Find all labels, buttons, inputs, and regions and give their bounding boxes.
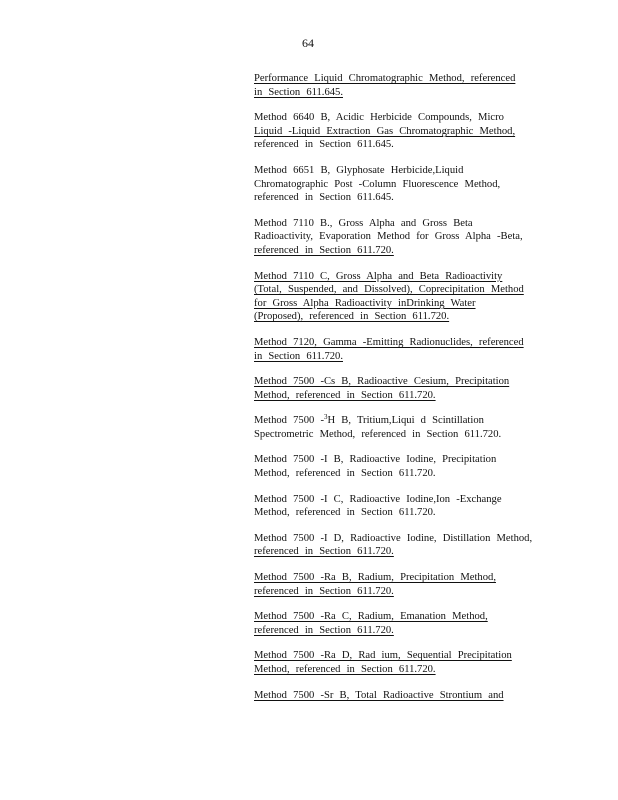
entry-line: in Section 611.645.: [254, 86, 343, 98]
entry-line: referenced in Section 611.720.: [254, 585, 394, 597]
entry-line: Method, referenced in Section 611.720.: [254, 664, 436, 675]
entry-line: Performance Liquid Chromatographic Method, referenced: [254, 73, 516, 84]
entry-line: for Gross Alpha Radioactivity inDrinking Water: [254, 297, 476, 309]
entry-line: (Total, Suspended, and Dissolved), Coprecipitation Method: [254, 284, 524, 296]
method-entry: [254, 111, 544, 152]
method-entry: [254, 414, 544, 441]
method-entry: [254, 493, 544, 520]
entry-line: Method 7500 -Ra B, Radium, Precipitation Method,: [254, 572, 496, 584]
entry-line: Method 7110 C, Gross Alpha and Beta Radioactivity: [254, 270, 503, 282]
entry-line: Method 7500 -I C, Radioactive Iodine,Ion -Exchange: [254, 493, 502, 505]
page-number: 64: [302, 36, 314, 50]
entry-line: Method 7500 -Cs B, Radioactive Cesium, Precipitation: [254, 376, 510, 388]
entry-line: Method 7110 B., Gross Alpha and Gross Beta: [254, 217, 473, 229]
entry-line: [254, 414, 484, 428]
method-entry: [254, 375, 544, 402]
entry-line: Method 7500 -I B, Radioactive Iodine, Precipitation: [254, 454, 497, 466]
method-entry: [254, 164, 544, 205]
method-entry: [254, 217, 544, 258]
entry-line: Radioactivity, Evaporation Method for Gross Alpha -Beta,: [254, 231, 523, 243]
method-list: [254, 72, 544, 714]
entry-line: Method 7500 -Ra D, Rad ium, Sequential Precipitation: [254, 650, 512, 662]
entry-text: Method 7500 -: [254, 415, 324, 427]
method-entry: [254, 649, 544, 676]
entry-line: referenced in Section 611.720.: [254, 546, 394, 558]
entry-line: Method 6640 B, Acidic Herbicide Compounds, Micro: [254, 112, 504, 124]
method-entry: [254, 610, 544, 637]
entry-line: referenced in Section 611.720.: [254, 244, 394, 256]
entry-line: referenced in Section 611.645.: [254, 192, 394, 204]
entry-line: (Proposed), referenced in Section 611.720.: [254, 311, 450, 323]
method-entry: [254, 453, 544, 480]
entry-line: Spectrometric Method, referenced in Section 611.720.: [254, 428, 502, 440]
entry-line: Method, referenced in Section 611.720.: [254, 389, 436, 401]
entry-line: Method 6651 B, Glyphosate Herbicide,Liquid: [254, 164, 464, 176]
method-entry: [254, 72, 544, 99]
method-entry: [254, 336, 544, 363]
method-entry: [254, 571, 544, 598]
entry-line: Liquid -Liquid Extraction Gas Chromatographic Method,: [254, 125, 516, 137]
entry-line: Method, referenced in Section 611.720.: [254, 507, 436, 519]
entry-line: Chromatographic Post -Column Fluorescence Method,: [254, 178, 501, 190]
entry-line: Method 7120, Gamma -Emitting Radionuclides, referenced: [254, 336, 524, 348]
entry-line: in Section 611.720.: [254, 350, 343, 362]
entry-line: Method 7500 -I D, Radioactive Iodine, Distillation Method,: [254, 532, 533, 544]
entry-line: referenced in Section 611.720.: [254, 624, 394, 636]
entry-line: Method 7500 -Ra C, Radium, Emanation Method,: [254, 611, 488, 623]
superscript: 3: [323, 413, 328, 422]
method-entry: [254, 532, 544, 559]
entry-line: Method 7500 -Sr B, Total Radioactive Strontium and: [254, 689, 504, 701]
entry-text: H B, Tritium,Liqui d Scintillation: [327, 415, 484, 427]
method-entry: [254, 270, 544, 324]
method-entry: [254, 689, 544, 703]
entry-line: referenced in Section 611.645.: [254, 139, 394, 151]
entry-line: Method, referenced in Section 611.720.: [254, 468, 436, 480]
